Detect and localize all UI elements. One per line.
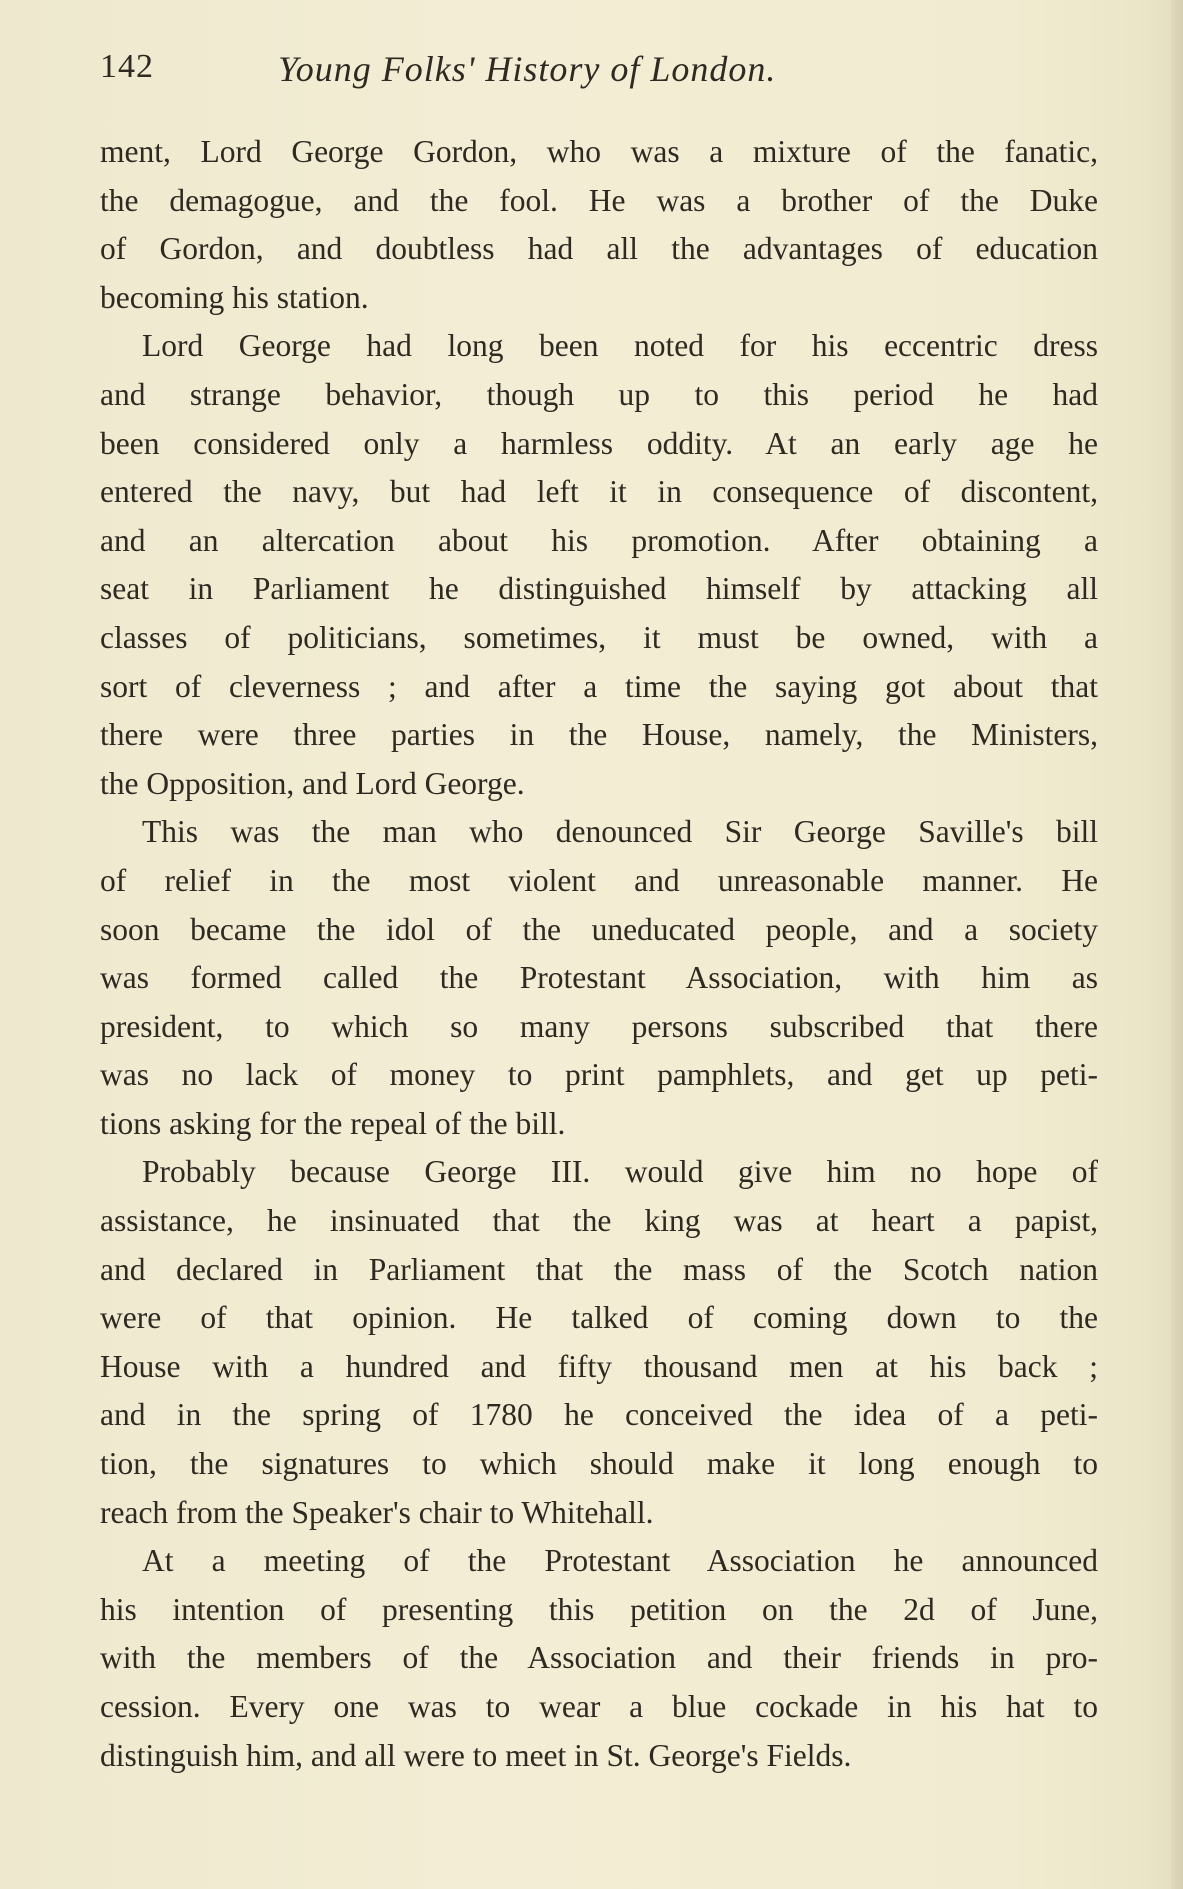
text-line: was formed called the Protestant Association, with him as — [100, 960, 1098, 996]
text-line: president, to which so many persons subscribed that there — [100, 1008, 1098, 1044]
text-line: becoming his station. — [100, 279, 369, 315]
page-number: 142 — [100, 48, 154, 85]
text-line: assistance, he insinuated that the king was at heart a papist, — [100, 1203, 1098, 1239]
text-line: and an altercation about his promotion. After obtaining a — [100, 522, 1098, 558]
text-line: were of that opinion. He talked of coming down to the — [100, 1300, 1098, 1336]
text-line: been considered only a harmless oddity. At an early age he — [100, 425, 1098, 461]
text-line: classes of politicians, sometimes, it must be owned, with a — [100, 619, 1098, 655]
text-line: with the members of the Association and their friends in pro- — [100, 1640, 1098, 1676]
text-line: seat in Parliament he distinguished himself by attacking all — [100, 571, 1098, 607]
text-line: ment, Lord George Gordon, who was a mixture of the fanatic, — [100, 134, 1098, 169]
text-line: tions asking for the repeal of the bill. — [100, 1105, 566, 1141]
text-line: of relief in the most violent and unreasonable manner. He — [100, 862, 1098, 898]
running-title: Young Folks' History of London. — [278, 49, 777, 89]
text-line: and declared in Parliament that the mass of the Scotch nation — [100, 1251, 1098, 1287]
text-line: was no lack of money to print pamphlets, and get up peti- — [100, 1057, 1098, 1093]
text-line: and strange behavior, though up to this period he had — [100, 376, 1098, 412]
text-line: distinguish him, and all were to meet in St. George's Fields. — [100, 1737, 852, 1773]
text-line: This was the man who denounced Sir George Saville's bill — [142, 814, 1098, 850]
body-text — [100, 128, 1098, 1780]
text-line: cession. Every one was to wear a blue cockade in his hat to — [100, 1689, 1098, 1724]
text-line: Probably because George III. would give him no hope of — [142, 1154, 1098, 1190]
text-line: House with a hundred and fifty thousand men at his back ; — [100, 1348, 1098, 1384]
text-line: of Gordon, and doubtless had all the advantages of education — [100, 231, 1098, 267]
text-line: reach from the Speaker's chair to Whitehall. — [100, 1494, 654, 1530]
text-line: there were three parties in the House, namely, the Ministers, — [100, 717, 1098, 753]
page-edge — [1171, 0, 1183, 1889]
text-line: his intention of presenting this petition on the 2d of June, — [100, 1591, 1098, 1627]
text-line: sort of cleverness ; and after a time the saying got about that — [100, 668, 1098, 704]
text-line: tion, the signatures to which should make it long enough to — [100, 1446, 1098, 1482]
text-line: and in the spring of 1780 he conceived the idea of a peti- — [100, 1397, 1098, 1433]
text-line: the Opposition, and Lord George. — [100, 765, 525, 801]
running-head — [100, 48, 920, 98]
text-line: soon became the idol of the uneducated people, and a society — [100, 911, 1098, 947]
text-line: the demagogue, and the fool. He was a brother of the Duke — [100, 182, 1098, 218]
text-line: Lord George had long been noted for his eccentric dress — [142, 328, 1098, 364]
text-line: At a meeting of the Protestant Association he announced — [142, 1543, 1098, 1579]
text-line: entered the navy, but had left it in consequence of discontent, — [100, 474, 1098, 510]
